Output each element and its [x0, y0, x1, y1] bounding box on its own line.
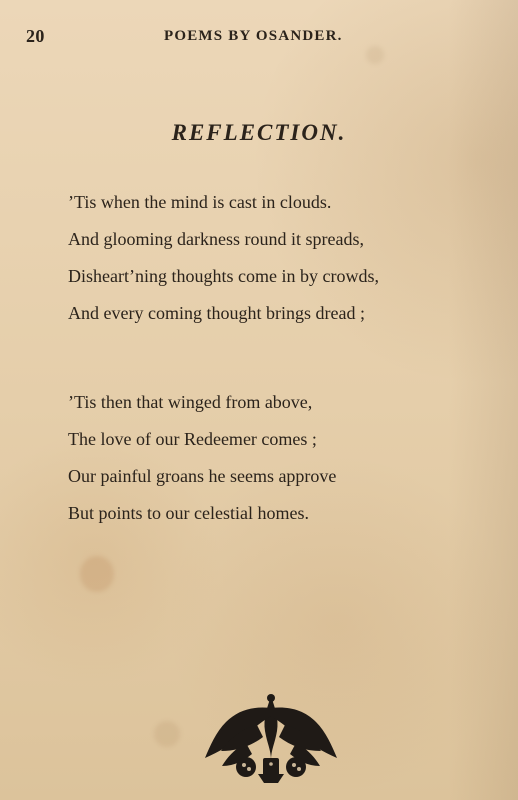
page-header [26, 26, 450, 50]
poem-line: Disheart’ning thoughts come in by crowds, [68, 266, 379, 286]
paper-stain [154, 721, 180, 747]
poem-line: ’Tis then that winged from above, [68, 392, 313, 412]
poem-line: ’Tis when the mind is cast in clouds. [68, 192, 332, 212]
paper-stain [80, 556, 114, 592]
poem-line: Our painful groans he seems approve [68, 466, 337, 486]
fleuron-ornament-icon [198, 688, 344, 784]
poem-line: And every coming thought brings dread ; [68, 303, 365, 323]
poem-line: The love of our Redeemer comes ; [68, 429, 317, 449]
poem-title: REFLECTION. [171, 120, 347, 145]
page-number: 20 [26, 26, 45, 46]
poem-line: But points to our celestial homes. [68, 503, 309, 523]
poem-line: And glooming darkness round it spreads, [68, 229, 364, 249]
running-head: POEMS BY OSANDER. [164, 28, 343, 44]
stanza-2 [68, 384, 478, 532]
stanza-1 [68, 184, 478, 332]
